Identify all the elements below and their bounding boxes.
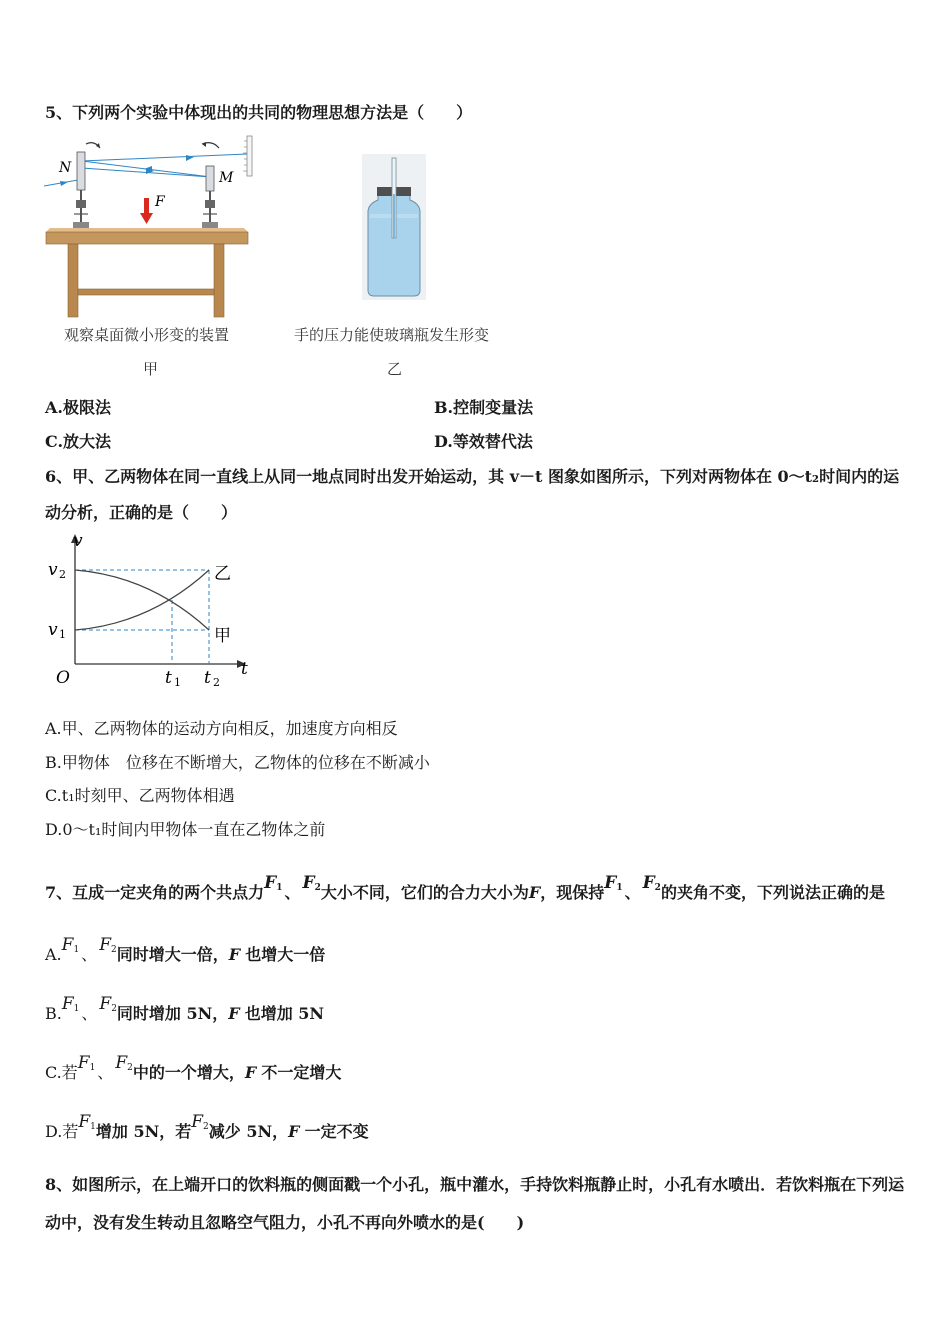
q7-stem-part-c: ，现保持 [540, 883, 605, 902]
q5-option-a[interactable]: A.极限法 [45, 398, 111, 417]
q7-stem-part-a: 7、互成一定夹角的两个共点力 [45, 883, 265, 902]
curve-jia [75, 570, 209, 630]
v2-subscript: 2 [59, 568, 66, 581]
q7-stem-f2-again: $F_2$ [642, 873, 661, 893]
fig-jia-label: 甲 [143, 360, 159, 378]
q7-stem-part-d: 的夹角不变，下列说法正确的是 [660, 883, 885, 902]
q6-option-a[interactable]: A.甲、乙两物体的运动方向相反，加速度方向相反 [45, 719, 398, 738]
table [46, 228, 248, 317]
q5-option-d[interactable]: D.等效替代法 [434, 432, 533, 451]
label-f: F [155, 194, 165, 210]
v1-label: v [48, 620, 58, 640]
fig-yi-label: 乙 [387, 360, 403, 378]
q6-stem-line2: 动分析，正确的是（ ） [45, 503, 238, 522]
force-arrow-icon [140, 198, 153, 224]
label-n: N [59, 160, 72, 176]
t1-label: t [165, 668, 172, 688]
q7-option-b[interactable]: $B.F_1$ 、 $F_2$同时增加 5N，F 也增加 5N [45, 994, 325, 1023]
label-m: M [219, 170, 234, 186]
q5-option-c[interactable]: C.放大法 [45, 432, 112, 451]
q7-stem-part-b: 大小不同，它们的合力大小为 [320, 883, 529, 902]
q6-option-c[interactable]: C.t₁时刻甲、乙两物体相遇 [45, 786, 235, 805]
q8-stem-line2: 动中，没有发生转动且忽略空气阻力，小孔不再向外喷水的是( ) [45, 1213, 525, 1232]
q6-option-b[interactable]: B.甲物体 位移在不断增大，乙物体的位移在不断减小 [45, 753, 430, 772]
ruler [243, 136, 252, 176]
q7-option-d[interactable]: D.若$F_1$增加 5N，若$F_2$减少 5N，F 一定不变 [45, 1112, 369, 1141]
vt-graph [40, 528, 270, 693]
curve-yi [75, 570, 209, 630]
q6-option-d[interactable]: D.0～t₁时间内甲物体一直在乙物体之前 [45, 820, 326, 839]
q8-stem-line1: 8、如图所示，在上端开口的饮料瓶的侧面戳一个小孔，瓶中灌水，手持饮料瓶静止时，小孔有水喷出．若饮料瓶在下列运 [45, 1175, 905, 1194]
t2-label: t [204, 668, 211, 688]
q7-stem-f1: $F_1$ [264, 873, 283, 893]
q7-stem-resultant: F [528, 883, 541, 902]
light-path [44, 154, 247, 186]
curve-yi-label: 乙 [214, 564, 231, 584]
q6-stem-line1: 6、甲、乙两物体在同一直线上从同一地点同时出发开始运动，其 v－t 图象如图所示，下列对两物体在 0～t₂时间内的运 [45, 467, 900, 486]
fig-jia-caption: 观察桌面微小形变的装置 [64, 326, 230, 344]
q7-stem-f1-again: $F_1$ [604, 873, 623, 893]
fig-glass-bottle [362, 154, 426, 300]
q7-stem: 7、互成一定夹角的两个共点力$F_1$ 、 $F_2$大小不同，它们的合力大小为F，现保持$F_1$ 、 $F_2$的夹角不变，下列说法正确的是 [45, 873, 885, 902]
q5-stem: 5、下列两个实验中体现出的共同的物理思想方法是（ ） [45, 103, 473, 122]
v1-subscript: 1 [59, 628, 66, 641]
q7-stem-f2: $F_2$ [302, 873, 321, 893]
fig-yi-caption: 手的压力能使玻璃瓶发生形变 [294, 326, 490, 344]
q5-option-b[interactable]: B.控制变量法 [434, 398, 534, 417]
t-axis-label: t [241, 659, 248, 679]
mirror-n-stand [73, 152, 89, 228]
mirror-m-stand [202, 166, 218, 228]
curve-jia-label: 甲 [214, 626, 231, 646]
q7-option-a[interactable]: $A.F_1$ 、 $F_2$同时增大一倍，F 也增大一倍 [45, 935, 326, 964]
t1-subscript: 1 [174, 676, 181, 689]
guide-lines [75, 570, 209, 664]
fig-desk-deformation [44, 134, 254, 319]
q7-stem-separator: 、 [284, 883, 301, 902]
q7-option-c[interactable]: C.若$F_1$ 、 $F_2$中的一个增大，F 不一定增大 [45, 1053, 342, 1082]
v2-label: v [48, 560, 58, 580]
t2-subscript: 2 [213, 676, 220, 689]
v-axis-label: v [73, 531, 83, 551]
origin-label: O [56, 668, 70, 688]
